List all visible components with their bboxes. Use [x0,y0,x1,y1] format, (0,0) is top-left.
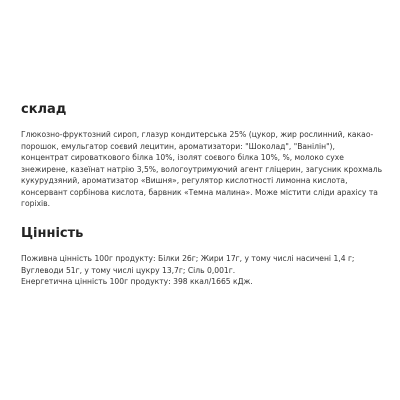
nutrition-section [21,225,383,288]
nutrition-line-macros: Поживна цінність 100г продукту: Білки 26г; Жири 17г, у тому числі насичені 1,4 г; [21,254,355,263]
nutrition-line-energy: Енергетична цінність 100г продукту: 398 ккал/1665 кДж. [21,277,253,286]
nutrition-heading: Цінність [21,226,84,241]
composition-section [21,101,383,210]
nutrition-line-carbs: Вуглеводи 51г, у тому числі цукру 13,7г; Сіль 0,001г. [21,265,236,275]
composition-text: Глюкозно-фруктозний сироп, глазур кондитерська 25% (цукор, жир рослинний, какао-порошок, емульгатор соєвий лецитин, ароматизатори: "Шоколад", "Ванілін"), концентрат сироваткового білка 10%, ізолят соєвого білка 10%, %, молоко сухе знежирене, казеїнат натрію 3,5%, вологоутримуючий агент гліцерин, загусник крохмаль кукурудзяний, ароматизатор «Вишня», регулятор кислотності лимонна кислота, консервант сорбінова кислота, барвник «Темна малина». Може містити сліди арахісу та горіхів. [21,130,383,208]
composition-heading: склад [21,102,67,117]
nutrition-lines [21,253,383,288]
